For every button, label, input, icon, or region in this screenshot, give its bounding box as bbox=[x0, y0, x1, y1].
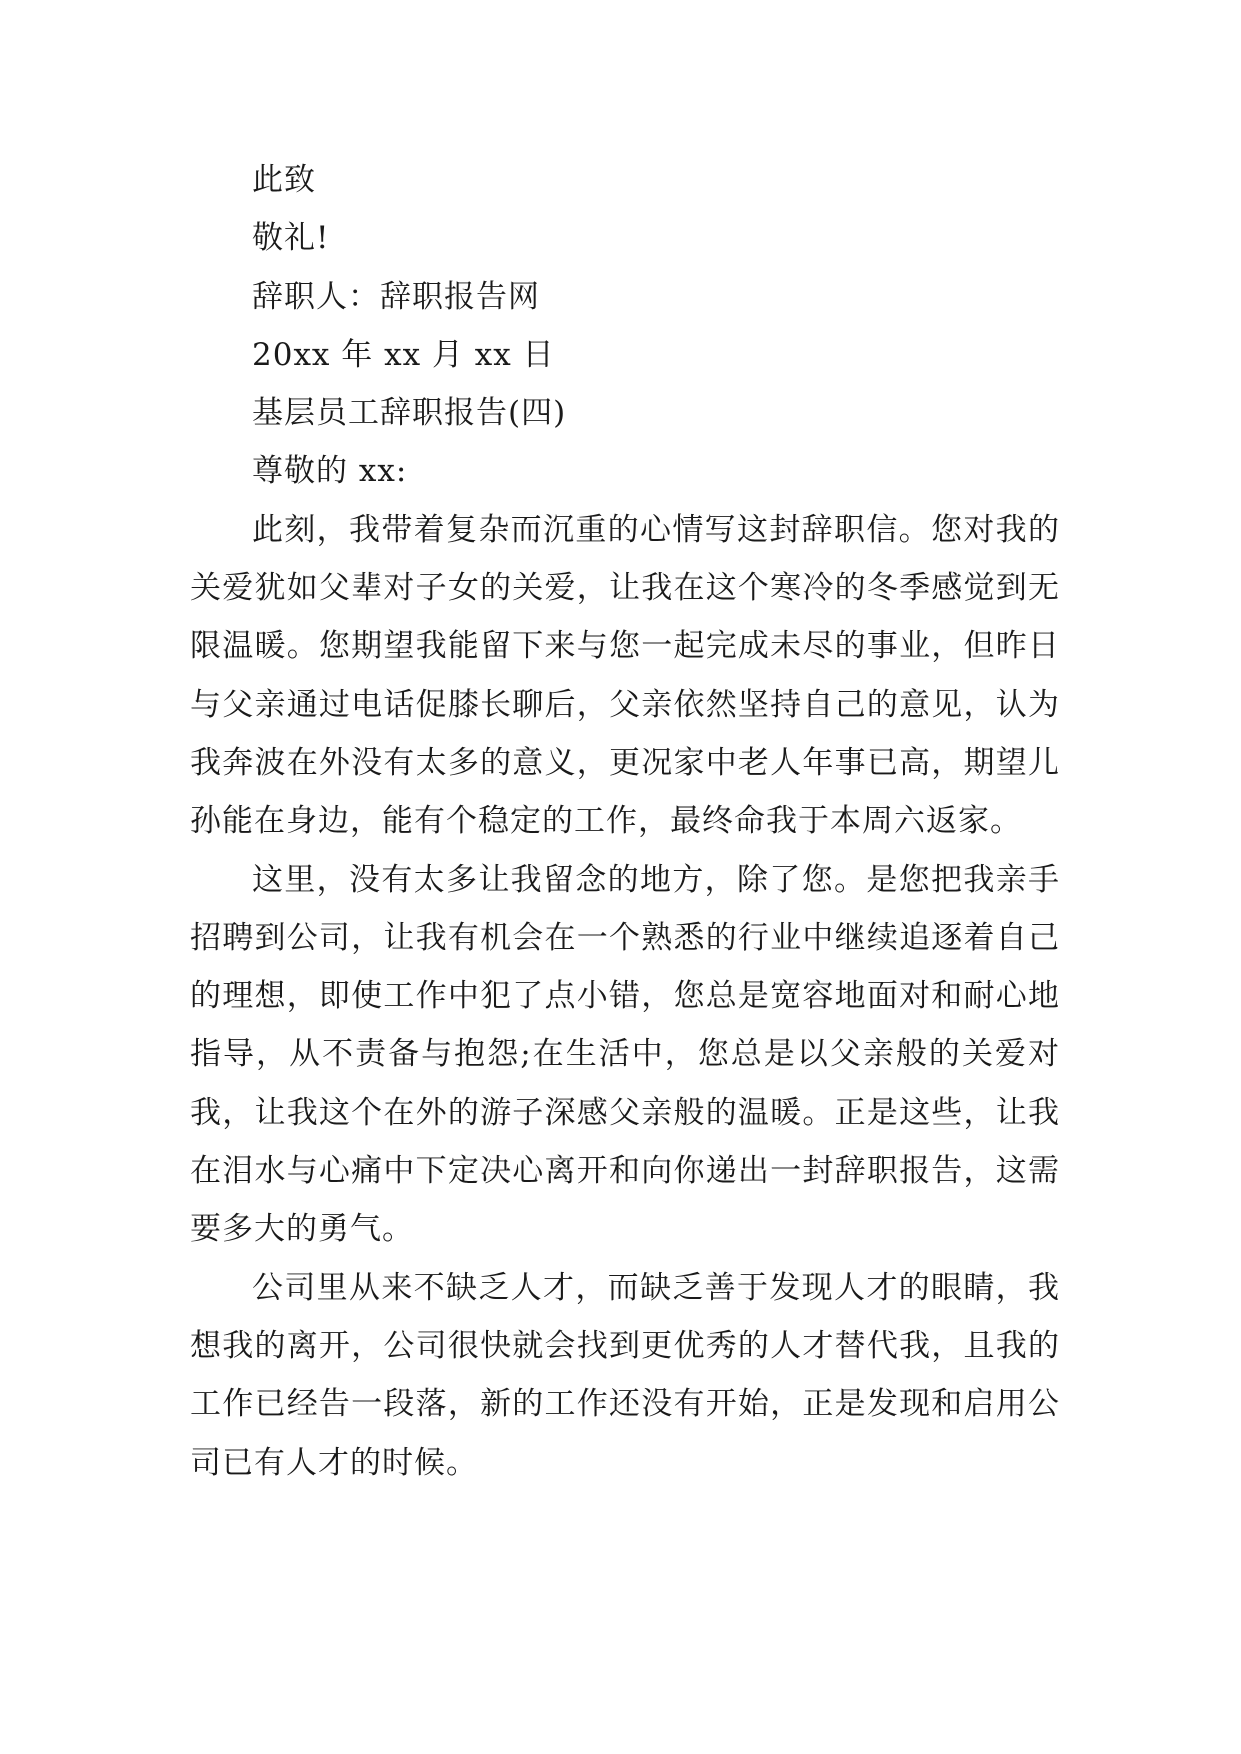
closing-line-2: 敬礼! bbox=[252, 220, 330, 257]
date-line: 20xx 年 xx 月 xx 日 bbox=[252, 336, 555, 373]
signer-line: 辞职人：辞职报告网 bbox=[252, 278, 540, 315]
letter-body bbox=[190, 151, 1060, 1492]
salutation-line: 尊敬的 xx: bbox=[252, 453, 408, 490]
closing-line-1: 此致 bbox=[252, 162, 316, 198]
paragraph: 这里，没有太多让我留念的地方，除了您。是您把我亲手招聘到公司，让我有机会在一个熟悉的行业中继续追逐着自己的理想，即使工作中犯了点小错，您总是宽容地面对和耐心地指导，从不责备与抱怨;在生活中，您总是以父亲般的关爱对我，让我这个在外的游子深感父亲般的温暖。正是这些，让我在泪水与心痛中下定决心离开和向你递出一封辞职报告，这需要多大的勇气。 bbox=[190, 861, 1060, 1248]
section-heading: 基层员工辞职报告(四) bbox=[252, 395, 567, 432]
paragraph: 公司里从来不缺乏人才，而缺乏善于发现人才的眼睛，我想我的离开，公司很快就会找到更优秀的人才替代我，且我的工作已经告一段落，新的工作还没有开始，正是发现和启用公司已有人才的时候。 bbox=[190, 1269, 1060, 1481]
paragraph: 此刻，我带着复杂而沉重的心情写这封辞职信。您对我的关爱犹如父辈对子女的关爱，让我在这个寒冷的冬季感觉到无限温暖。您期望我能留下来与您一起完成未尽的事业，但昨日与父亲通过电话促膝长聊后，父亲依然坚持自己的意见，认为我奔波在外没有太多的意义，更况家中老人年事已高，期望儿孙能在身边，能有个稳定的工作，最终命我于本周六返家。 bbox=[190, 511, 1060, 840]
